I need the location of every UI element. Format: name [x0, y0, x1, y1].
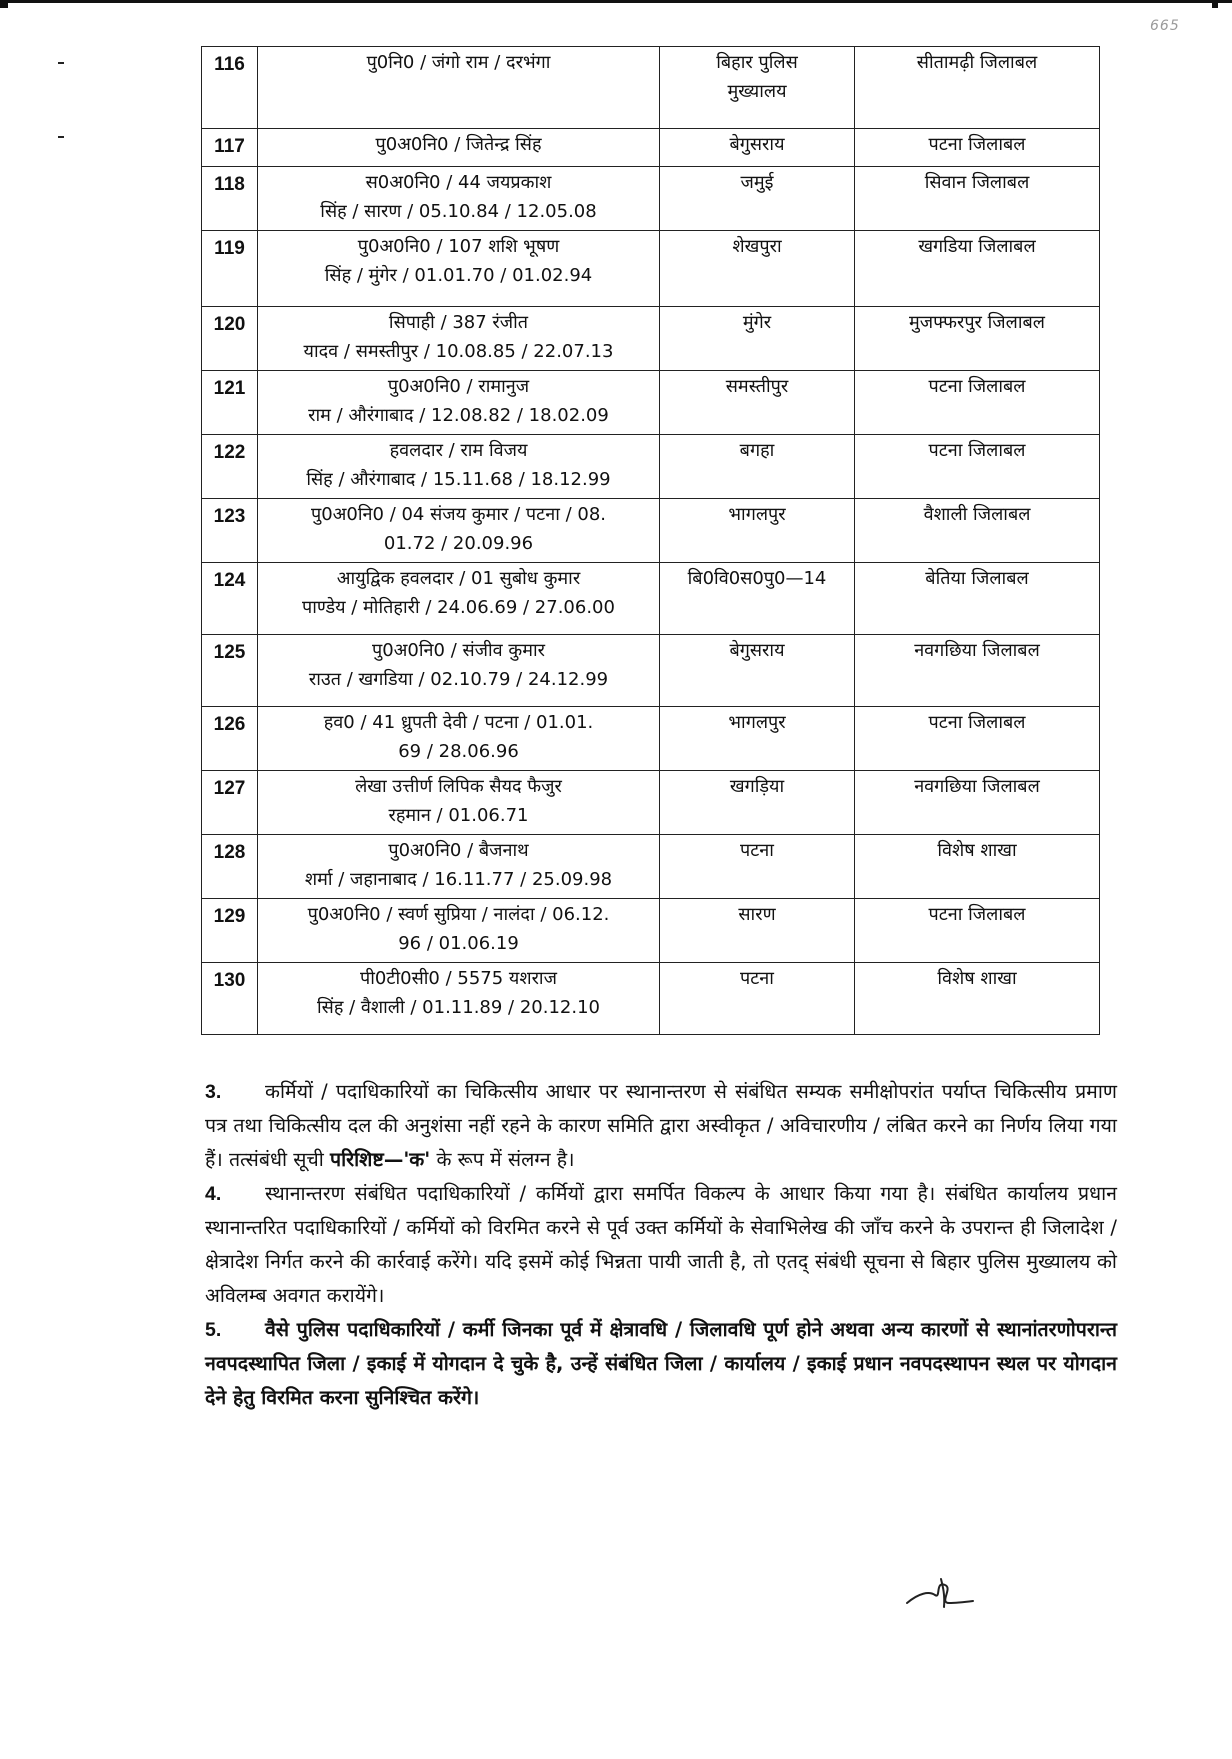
- employee-details-cell: [258, 435, 660, 499]
- new-posting-cell: नवगछिया जिलाबल: [855, 635, 1100, 707]
- current-posting-cell: [660, 563, 855, 635]
- employee-details-line: पु0अ0नि0 / 107 शशि भूषण: [357, 236, 560, 257]
- employee-details-line: पु0अ0नि0 / स्वर्ण सुप्रिया / नालंदा / 06.12.: [307, 904, 610, 925]
- current-posting-line: शेखपुरा: [732, 236, 782, 257]
- employee-details-line: यादव / समस्तीपुर / 10.08.85 / 22.07.13: [303, 341, 614, 362]
- new-posting-cell: पटना जिलाबल: [855, 371, 1100, 435]
- paragraph-3-number: 3.: [205, 1081, 222, 1103]
- paragraph-3: [205, 1075, 1117, 1177]
- new-posting-cell: पटना जिलाबल: [855, 899, 1100, 963]
- employee-details-line: पु0अ0नि0 / रामानुज: [387, 376, 530, 397]
- employee-details-line: स0अ0नि0 / 44 जयप्रकाश: [365, 172, 552, 193]
- current-posting-cell: [660, 47, 855, 129]
- current-posting-cell: [660, 499, 855, 563]
- margin-mark: [58, 136, 64, 138]
- current-posting-line: बगहा: [739, 440, 775, 461]
- serial-number-cell: 117: [202, 129, 258, 167]
- serial-number-cell: 123: [202, 499, 258, 563]
- current-posting-cell: [660, 707, 855, 771]
- paragraph-5-number: 5.: [205, 1319, 222, 1341]
- employee-details-line: पु0अ0नि0 / जितेन्द्र सिंह: [375, 134, 542, 155]
- employee-details-line: हव0 / 41 ध्रुपती देवी / पटना / 01.01.: [323, 712, 594, 733]
- table-row: [202, 167, 1100, 231]
- current-posting-cell: [660, 167, 855, 231]
- current-posting-line: बिहार पुलिस: [716, 52, 798, 73]
- paragraph-5-text: वैसे पुलिस पदाधिकारियों / कर्मी जिनका पूर्व में क्षेत्रावधि / जिलावधि पूर्ण होने अथवा अन्य कारणों से स्थानांतरणोपरान्त नवपदस्थापित जिला / इकाई में योगदान दे चुके है, उन्हें संबंधित जिला / कार्यालय / इकाई प्रधान नवपदस्थापन स्थल पर योगदान देने हेतु विरमित करना सुनिश्चित करेंगे।: [205, 1318, 1117, 1409]
- current-posting-cell: [660, 771, 855, 835]
- current-posting-cell: [660, 963, 855, 1035]
- current-posting-cell: [660, 635, 855, 707]
- serial-number-cell: 120: [202, 307, 258, 371]
- table-row: [202, 771, 1100, 835]
- employee-details-line: हवलदार / राम विजय: [389, 440, 528, 461]
- employee-details-line: पु0अ0नि0 / बैजनाथ: [388, 840, 529, 861]
- employee-details-line: राउत / खगडिया / 02.10.79 / 24.12.99: [308, 669, 609, 690]
- paragraph-3-text-end: के रूप में संलग्न है।: [436, 1148, 575, 1171]
- employee-details-cell: [258, 167, 660, 231]
- current-posting-cell: [660, 371, 855, 435]
- serial-number-cell: 122: [202, 435, 258, 499]
- employee-details-cell: [258, 47, 660, 129]
- current-posting-line: बेगुसराय: [729, 640, 785, 661]
- new-posting-cell: वैशाली जिलाबल: [855, 499, 1100, 563]
- employee-details-cell: [258, 899, 660, 963]
- employee-details-line: पाण्डेय / मोतिहारी / 24.06.69 / 27.06.00: [302, 597, 615, 618]
- new-posting-cell: सिवान जिलाबल: [855, 167, 1100, 231]
- table-row: [202, 129, 1100, 167]
- margin-mark: [58, 62, 64, 64]
- top-border-line: [0, 0, 1232, 3]
- paragraph-4-number: 4.: [205, 1183, 222, 1205]
- table-row: [202, 371, 1100, 435]
- paragraph-4-text: स्थानान्तरण संबंधित पदाधिकारियों / कर्मियों द्वारा समर्पित विकल्प के आधार किया गया है। संबंधित कार्यालय प्रधान स्थानान्तरित पदाधिकारियों / कर्मियों को विरमित करने से पूर्व उक्त कर्मियों के सेवाभिलेख की जाँच करने के उपरान्त ही जिलादेश / क्षेत्रादेश निर्गत करने की कार्रवाई करेंगे। यदि इसमें कोई भिन्नता पायी जाती है, तो एतद् संबंधी सूचना से बिहार पुलिस मुख्यालय को अविलम्ब अवगत करायेंगे।: [205, 1182, 1117, 1307]
- employee-details-line: आयुद्विक हवलदार / 01 सुबोध कुमार: [336, 568, 581, 589]
- paragraph-5: [205, 1313, 1117, 1415]
- serial-number-cell: 116: [202, 47, 258, 129]
- employee-details-cell: [258, 563, 660, 635]
- current-posting-line: मुंगेर: [742, 312, 772, 333]
- current-posting-line: बि0वि0स0पु0—14: [687, 568, 827, 589]
- employee-details-line: राम / औरंगाबाद / 12.08.82 / 18.02.09: [308, 405, 609, 426]
- employee-details-line: सिंह / सारण / 05.10.84 / 12.05.08: [320, 201, 597, 222]
- employee-details-cell: [258, 771, 660, 835]
- serial-number-cell: 119: [202, 231, 258, 307]
- table-row: [202, 635, 1100, 707]
- table-row: [202, 499, 1100, 563]
- employee-details-line: सिंह / औरंगाबाद / 15.11.68 / 18.12.99: [306, 469, 611, 490]
- table-row: [202, 707, 1100, 771]
- top-right-corner-mark: [1212, 0, 1218, 8]
- transfer-table: [201, 46, 1100, 1035]
- employee-details-cell: [258, 963, 660, 1035]
- serial-number-cell: 125: [202, 635, 258, 707]
- new-posting-cell: पटना जिलाबल: [855, 435, 1100, 499]
- employee-details-cell: [258, 499, 660, 563]
- new-posting-cell: मुजफ्फरपुर जिलाबल: [855, 307, 1100, 371]
- table-row: [202, 899, 1100, 963]
- serial-number-cell: 127: [202, 771, 258, 835]
- serial-number-cell: 126: [202, 707, 258, 771]
- employee-details-line: 69 / 28.06.96: [398, 741, 519, 762]
- employee-details-line: पु0नि0 / जंगो राम / दरभंगा: [366, 52, 551, 73]
- annexure-reference: परिशिष्ट—'क': [330, 1148, 431, 1171]
- new-posting-cell: खगडिया जिलाबल: [855, 231, 1100, 307]
- new-posting-cell: विशेष शाखा: [855, 835, 1100, 899]
- employee-details-cell: [258, 129, 660, 167]
- transfer-table-body: [202, 47, 1100, 1035]
- serial-number-cell: 129: [202, 899, 258, 963]
- current-posting-line: पटना: [740, 968, 774, 989]
- employee-details-line: पी0टी0सी0 / 5575 यशराज: [360, 968, 557, 989]
- employee-details-cell: [258, 231, 660, 307]
- current-posting-cell: [660, 899, 855, 963]
- new-posting-cell: नवगछिया जिलाबल: [855, 771, 1100, 835]
- table-row: [202, 835, 1100, 899]
- employee-details-line: सिपाही / 387 रंजीत: [388, 312, 529, 333]
- employee-details-cell: [258, 835, 660, 899]
- current-posting-line: भागलपुर: [728, 504, 786, 525]
- table-row: [202, 231, 1100, 307]
- current-posting-line: पटना: [740, 840, 774, 861]
- table-row: [202, 563, 1100, 635]
- handwritten-page-number: 665: [1150, 18, 1180, 34]
- new-posting-cell: सीतामढ़ी जिलाबल: [855, 47, 1100, 129]
- employee-details-line: रहमान / 01.06.71: [388, 805, 529, 826]
- employee-details-line: सिंह / वैशाली / 01.11.89 / 20.12.10: [317, 997, 600, 1018]
- employee-details-cell: [258, 371, 660, 435]
- table-row: [202, 307, 1100, 371]
- employee-details-line: 96 / 01.06.19: [398, 933, 519, 954]
- current-posting-cell: [660, 435, 855, 499]
- employee-details-line: 01.72 / 20.09.96: [383, 533, 534, 554]
- current-posting-cell: [660, 835, 855, 899]
- serial-number-cell: 124: [202, 563, 258, 635]
- new-posting-cell: विशेष शाखा: [855, 963, 1100, 1035]
- employee-details-cell: [258, 707, 660, 771]
- serial-number-cell: 128: [202, 835, 258, 899]
- notes-section: [205, 1075, 1117, 1415]
- serial-number-cell: 121: [202, 371, 258, 435]
- employee-details-line: पु0अ0नि0 / संजीव कुमार: [371, 640, 546, 661]
- current-posting-cell: [660, 307, 855, 371]
- table-row: [202, 435, 1100, 499]
- serial-number-cell: 118: [202, 167, 258, 231]
- employee-details-line: शर्मा / जहानाबाद / 16.11.77 / 25.09.98: [304, 869, 613, 890]
- new-posting-cell: बेतिया जिलाबल: [855, 563, 1100, 635]
- employee-details-line: सिंह / मुंगेर / 01.01.70 / 01.02.94: [324, 265, 593, 286]
- current-posting-line: खगड़िया: [729, 776, 785, 797]
- current-posting-cell: [660, 231, 855, 307]
- serial-number-cell: 130: [202, 963, 258, 1035]
- employee-details-line: पु0अ0नि0 / 04 संजय कुमार / पटना / 08.: [310, 504, 606, 525]
- new-posting-cell: पटना जिलाबल: [855, 129, 1100, 167]
- employee-details-cell: [258, 635, 660, 707]
- current-posting-cell: [660, 129, 855, 167]
- current-posting-line: भागलपुर: [728, 712, 786, 733]
- current-posting-line: समस्तीपुर: [725, 376, 789, 397]
- top-left-corner-mark: [0, 0, 8, 8]
- current-posting-line: मुख्यालय: [727, 81, 787, 102]
- table-row: [202, 963, 1100, 1035]
- current-posting-line: सारण: [738, 904, 776, 925]
- employee-details-line: लेखा उत्तीर्ण लिपिक सैयद फैजुर: [355, 776, 562, 797]
- table-row: [202, 47, 1100, 129]
- employee-details-cell: [258, 307, 660, 371]
- signature-initials: [905, 1573, 975, 1613]
- current-posting-line: बेगुसराय: [729, 134, 785, 155]
- paragraph-4: [205, 1177, 1117, 1313]
- paragraph-3-text: कर्मियों / पदाधिकारियों का चिकित्सीय आधार पर स्थानान्तरण से संबंधित सम्यक समीक्षोपरांत पर्याप्त चिकित्सीय प्रमाण पत्र तथा चिकित्सीय दल की अनुशंसा नहीं रहने के कारण समिति द्वारा अस्वीकृत / अविचारणीय / लंबित करने का निर्णय लिया गया हैं। तत्संबंधी सूची: [205, 1080, 1117, 1171]
- current-posting-line: जमुई: [740, 172, 774, 193]
- new-posting-cell: पटना जिलाबल: [855, 707, 1100, 771]
